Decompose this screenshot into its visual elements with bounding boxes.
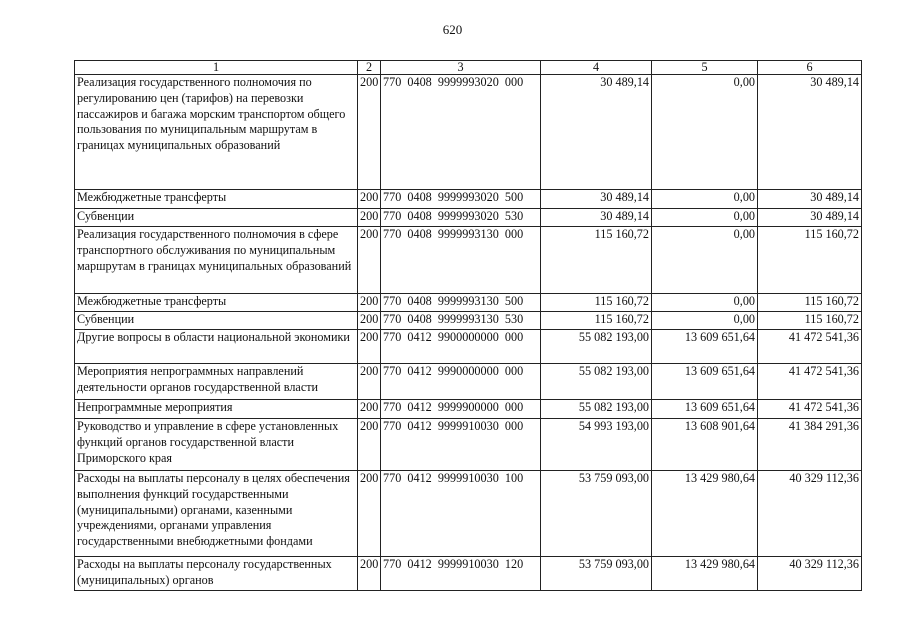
row-col2: 200: [358, 400, 381, 419]
row-name: Расходы на выплаты персоналу государственных (муниципальных) органов: [75, 557, 358, 591]
row-code: 770 0412 9999910030 100: [381, 471, 541, 557]
row-code: 770 0408 9999993130 500: [381, 294, 541, 312]
row-name: Субвенции: [75, 312, 358, 330]
row-col4: 115 160,72: [541, 312, 652, 330]
row-col4: 55 082 193,00: [541, 330, 652, 364]
row-code: 770 0408 9999993020 000: [381, 75, 541, 190]
row-col2: 200: [358, 227, 381, 294]
row-code: 770 0412 9990000000 000: [381, 364, 541, 400]
row-name: Другие вопросы в области национальной экономики: [75, 330, 358, 364]
table-row: [75, 190, 862, 209]
row-col2: 200: [358, 190, 381, 209]
row-col5: 13 429 980,64: [652, 557, 758, 591]
row-name: Субвенции: [75, 209, 358, 227]
row-col6: 41 472 541,36: [758, 400, 862, 419]
row-col6: 40 329 112,36: [758, 557, 862, 591]
row-col5: 0,00: [652, 227, 758, 294]
column-header: 5: [652, 61, 758, 75]
row-col2: 200: [358, 330, 381, 364]
row-col4: 53 759 093,00: [541, 557, 652, 591]
column-header: 1: [75, 61, 358, 75]
row-code: 770 0408 9999993130 000: [381, 227, 541, 294]
row-code: 770 0412 9999910030 000: [381, 419, 541, 471]
column-header: 6: [758, 61, 862, 75]
row-col4: 55 082 193,00: [541, 364, 652, 400]
row-col2: 200: [358, 209, 381, 227]
row-col5: 0,00: [652, 294, 758, 312]
row-code: 770 0408 9999993020 500: [381, 190, 541, 209]
row-col5: 0,00: [652, 209, 758, 227]
row-col5: 13 609 651,64: [652, 400, 758, 419]
row-name: Руководство и управление в сфере установленных функций органов государственной власти Приморского края: [75, 419, 358, 471]
row-code: 770 0408 9999993020 530: [381, 209, 541, 227]
row-col6: 41 472 541,36: [758, 364, 862, 400]
table-row: [75, 330, 862, 364]
table-row: [75, 400, 862, 419]
row-col4: 115 160,72: [541, 227, 652, 294]
row-col4: 54 993 193,00: [541, 419, 652, 471]
table-row: [75, 364, 862, 400]
row-col6: 30 489,14: [758, 190, 862, 209]
row-code: 770 0412 9999900000 000: [381, 400, 541, 419]
row-name: Реализация государственного полномочия в сфере транспортного обслуживания по муниципальным маршрутам в границах муниципальных образований: [75, 227, 358, 294]
row-col2: 200: [358, 419, 381, 471]
row-col6: 41 384 291,36: [758, 419, 862, 471]
row-name: Мероприятия непрограммных направлений деятельности органов государственной власти: [75, 364, 358, 400]
row-code: 770 0412 9900000000 000: [381, 330, 541, 364]
row-col2: 200: [358, 75, 381, 190]
row-col4: 30 489,14: [541, 75, 652, 190]
column-header: 4: [541, 61, 652, 75]
table-row: [75, 294, 862, 312]
row-code: 770 0412 9999910030 120: [381, 557, 541, 591]
table-row: [75, 227, 862, 294]
row-name: Реализация государственного полномочия по регулированию цен (тарифов) на перевозки пассажиров и багажа морским транспортом общего пользования по муниципальным маршрутам в границах муниципальных образований: [75, 75, 358, 190]
row-col6: 115 160,72: [758, 312, 862, 330]
row-col4: 55 082 193,00: [541, 400, 652, 419]
row-col6: 30 489,14: [758, 209, 862, 227]
table-row: [75, 557, 862, 591]
row-col5: 13 429 980,64: [652, 471, 758, 557]
row-col5: 0,00: [652, 75, 758, 190]
row-col6: 115 160,72: [758, 227, 862, 294]
row-col5: 0,00: [652, 190, 758, 209]
row-col4: 53 759 093,00: [541, 471, 652, 557]
row-col5: 13 609 651,64: [652, 364, 758, 400]
row-col6: 41 472 541,36: [758, 330, 862, 364]
page-number: 620: [442, 22, 463, 37]
column-header: 3: [381, 61, 541, 75]
table-row: [75, 471, 862, 557]
row-col4: 30 489,14: [541, 190, 652, 209]
table-body: [75, 75, 862, 591]
row-col4: 30 489,14: [541, 209, 652, 227]
row-name: Межбюджетные трансферты: [75, 190, 358, 209]
row-col2: 200: [358, 312, 381, 330]
header-row: [75, 61, 862, 75]
row-col2: 200: [358, 364, 381, 400]
row-col6: 30 489,14: [758, 75, 862, 190]
row-col6: 40 329 112,36: [758, 471, 862, 557]
row-code: 770 0408 9999993130 530: [381, 312, 541, 330]
row-col5: 13 608 901,64: [652, 419, 758, 471]
table-row: [75, 75, 862, 190]
row-col2: 200: [358, 557, 381, 591]
row-col2: 200: [358, 471, 381, 557]
row-name: Непрограммные мероприятия: [75, 400, 358, 419]
row-col5: 0,00: [652, 312, 758, 330]
table-row: [75, 312, 862, 330]
table-row: [75, 209, 862, 227]
table-row: [75, 419, 862, 471]
column-header: 2: [358, 61, 381, 75]
row-name: Расходы на выплаты персоналу в целях обеспечения выполнения функций государственными (муниципальными) органами, казенными учреждениями, органами управления государственными внебюджетными фондами: [75, 471, 358, 557]
row-col2: 200: [358, 294, 381, 312]
row-col5: 13 609 651,64: [652, 330, 758, 364]
row-col4: 115 160,72: [541, 294, 652, 312]
budget-table: [74, 60, 862, 591]
row-name: Межбюджетные трансферты: [75, 294, 358, 312]
row-col6: 115 160,72: [758, 294, 862, 312]
